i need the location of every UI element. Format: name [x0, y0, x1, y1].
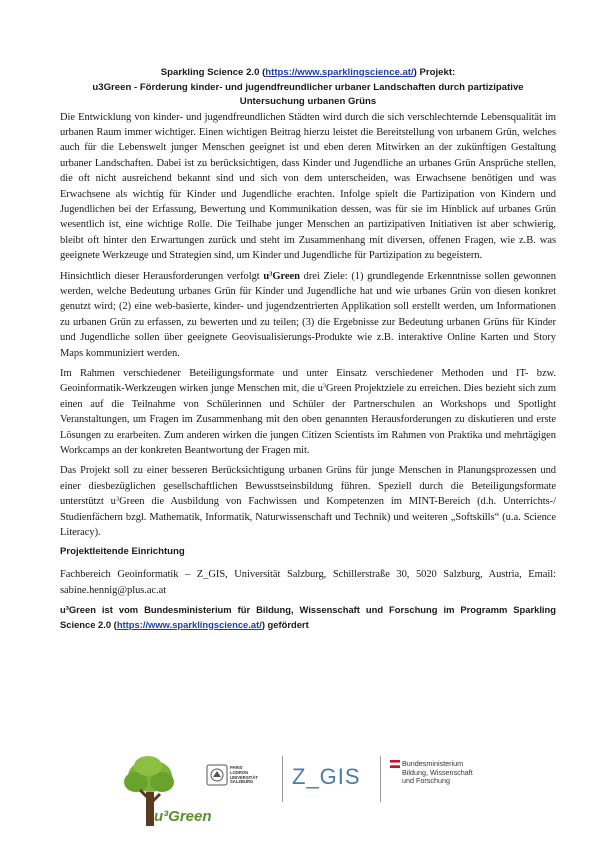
logo-strip — [118, 752, 528, 830]
paragraph-4: Das Projekt soll zu einer besseren Berücksichtigung urbanen Grüns für junge Menschen in Planungsprozessen und einer diesbezüglichen gesellschaftlichen Bewusstseinsbildung führen. Speziell durch die Beteiligungsformate unterstützt $u^3Green$ die Ausbildung von Fachwissen und Kompetenzen im MINT-Bereich (d.h. Unterrichts-/ Studienfächern bzgl. Mathematik, Informatik, Naturwissenschaft und Technik) und weiteren „Softskills“ (u.a. Science Literacy). — [60, 465, 556, 539]
plus-university-logo: PARIS LODRON UNIVERSITÄT SALZBURG — [206, 760, 296, 798]
austria-flag-icon — [390, 760, 400, 768]
title-line-1: Sparkling Science 2.0 (https://www.sparklingscience.at/) Projekt: — [160, 67, 456, 78]
u3green-bold: $u^3Green$ — [263, 270, 300, 282]
paragraph-2: Hinsichtlich dieser Herausforderungen verfolgt $u^3Green$ drei Ziele: (1) grundlegende Erkenntnisse sollen gewonnen werden, welche Bedeutung urbanes Grün für Kinder und Jugendliche hat und wie urbanes Grün von diesen konkret genutzt wird; (2) eine web-basierte, kinder- und jugendzentrierten Applikation soll erstellt werden, um Informationen zu urbanen Grün zu erfassen, zu bewerten und zu teilen; (3) die Ergebnisse zur Bedeutung urbanen Grüns für Kinder und Jugendliche sollen über geeignete Geovisualisierungs-Produkte wie z.B. interaktive Online Karten und Story Maps kommuniziert werden. — [60, 270, 556, 359]
logo-divider — [380, 756, 381, 802]
institution-heading: Projektleitende Einrichtung — [60, 546, 185, 558]
paragraph-1: Die Entwicklung von kinder- und jugendfreundlichen Städten wird durch die sich verschlechternde Lebensqualität im urbanen Raum immer wichtiger. Einen wichtigen Beitrag hierzu leistet die Bereitstellung von urbanem Grün, welches auch für die Lebenswelt junger Menschen geeignet ist und eben deren Mitwirken an der zukünftigen Gestaltung urbaner Landschaften. Dabei ist zu berücksichtigen, dass Kinder und Jugendliche an urbanes Grün Ansprüche stellen, die oft nicht ausreichend bekannt sind und sich von dem unterscheiden, was Erwachsene benötigen und was Erwachsene als wichtig für Kinder und Jugendliche erachten. Infolge spielt die Partizipation von Kindern und Jugendlichen bei der Erfassung, Bewertung und Kommunikation dessen, was für sie im Hinblick auf urbanes Grün wesentlich ist, eine wichtige Rolle. Die Teilhabe junger Menschen an partizipativen Initiativen ist aber schwierig, bleibt oft hinter den Erwartungen zurück und steht im Zusammenhang mit diversen, offenen Fragen, wie z.B. was geeignete Werkzeuge und Strategien sind, um Kinder und Jugendliche für Partizipation zu begeistern. — [60, 111, 556, 262]
document-title — [60, 66, 556, 110]
paragraph-3: Im Rahmen verschiedener Beteiligungsformate und unter Einsatz verschiedener Methoden und IT- bzw. Geoinformatik-Werkzeugen wirken junge Menschen mit, die $u^3Green$ Projektziele zu erreichen. Dies bezieht sich zum einen auf die Teilnahme von Schülerinnen und Schüler der Partnerschulen an Workshops und Spotlight Veranstaltungen, um Fragen im Zusammenhang mit den oben genannten Herausforderungen zu diskutieren und erste Lösungen zu erarbeiten. Zum anderen wirken die jungen Citizen Scientists im Rahmen von Praktika und mehrtägigen Workcamps an der konkreten Beantwortung der Fragen mit. — [60, 368, 556, 457]
title-line-3: Untersuchung urbanen Grüns — [239, 96, 377, 107]
document-page — [60, 66, 556, 632]
title-line-2: u3Green - Förderung kinder- und jugendfreundlicher urbaner Landschaften durch partizipative — [92, 81, 524, 93]
funding-statement: u³Green ist vom Bundesministerium für Bildung, Wissenschaft und Forschung im Programm Sparkling Science 2.0 (https://www.sparklingscience.at/) gefördert — [60, 604, 556, 630]
institution-address: Fachbereich Geoinformatik – Z_GIS, Universität Salzburg, Schillerstraße 30, 5020 Salzburg, Austria, Email: sabine.hennig@plus.ac.at — [60, 569, 556, 596]
university-seal-icon — [206, 764, 228, 786]
u3green-wordmark: u³Green — [154, 808, 212, 825]
bmbwf-logo: Bundesministerium Bildung, Wissenschaft und Forschung — [386, 758, 526, 802]
zgis-logo: Z_GIS — [292, 764, 361, 789]
logo-divider — [282, 756, 283, 802]
funding-link[interactable]: https://www.sparklingscience.at/ — [116, 618, 262, 630]
sparkling-science-link[interactable]: https://www.sparklingscience.at/ — [265, 67, 414, 78]
